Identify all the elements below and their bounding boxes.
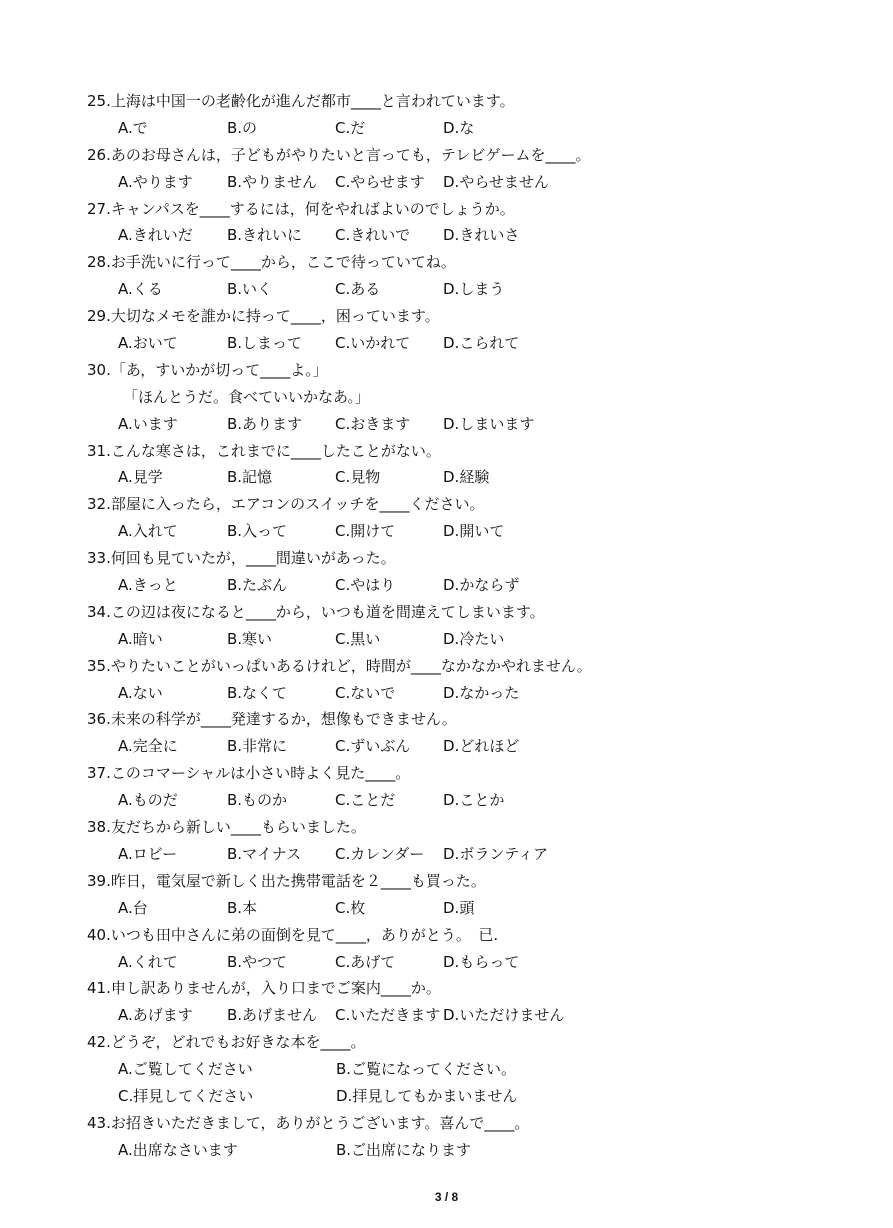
answer-option: D.どれほど xyxy=(443,737,520,756)
answer-option: D.ボランティア xyxy=(443,844,549,863)
answer-option: B.入って xyxy=(227,522,288,541)
answer-option: B.やつて xyxy=(227,952,288,971)
option-row xyxy=(87,411,867,438)
question-stem: 39.昨日，電気屋で新しく出た携帯電話を２____も買った。 xyxy=(87,871,486,890)
question-stem: 36.未来の科学が____発達するか，想像もできません。 xyxy=(87,710,457,729)
answer-option: A.見学 xyxy=(118,468,163,487)
option-row xyxy=(87,626,867,653)
question-stem: 37.このコマーシャルは小さい時よく見た____。 xyxy=(87,764,411,783)
answer-option: A.ない xyxy=(118,683,163,702)
option-row xyxy=(87,276,867,303)
answer-option: A.ものだ xyxy=(118,791,178,810)
option-row xyxy=(87,1137,867,1164)
question-stem: 30.「あ，すいかが切って____よ。」 xyxy=(87,360,328,379)
answer-option: B.マイナス xyxy=(227,844,302,863)
option-row xyxy=(87,895,867,922)
question-list xyxy=(87,88,867,1164)
answer-option: A.やります xyxy=(118,172,193,191)
question-sub-line: 「ほんとうだ。食べていいかなあ。」 xyxy=(123,387,370,406)
answer-option: B.ご出席になります xyxy=(336,1140,472,1159)
answer-option: A.あげます xyxy=(118,1006,193,1025)
option-row xyxy=(87,841,867,868)
option-row xyxy=(87,169,867,196)
question-stem: 31.こんな寒さは，これまでに____したことがない。 xyxy=(87,441,441,460)
question-stem: 43.お招きいただきまして，ありがとうございます。喜んで____。 xyxy=(87,1113,530,1132)
answer-option: C.ずいぶん xyxy=(335,737,411,756)
answer-option: B.ものか xyxy=(227,791,288,810)
answer-option: D.きれいさ xyxy=(443,226,520,245)
option-row xyxy=(87,680,867,707)
answer-option: C.拝見してください xyxy=(118,1086,254,1105)
answer-option: A.きっと xyxy=(118,576,178,595)
answer-option: D.経験 xyxy=(443,468,490,487)
answer-option: C.やらせます xyxy=(335,172,425,191)
answer-option: C.カレンダー xyxy=(335,844,425,863)
answer-option: C.枚 xyxy=(335,898,366,917)
question-stem: 27.キャンパスを____するには，何をやればよいのでしょうか。 xyxy=(87,199,515,218)
answer-option: C.ある xyxy=(335,280,381,299)
answer-option: B.きれいに xyxy=(227,226,303,245)
answer-option: B.いく xyxy=(227,280,273,299)
option-row xyxy=(87,733,867,760)
answer-option: A.ご覧してください xyxy=(118,1060,253,1079)
question-stem: 42.どうぞ，どれでもお好きな本を____。 xyxy=(87,1033,366,1052)
answer-option: A.おいて xyxy=(118,334,178,353)
option-row xyxy=(87,222,867,249)
question-stem: 41.申し訳ありませんが，入り口までご案内____か。 xyxy=(87,979,441,998)
answer-option: C.おきます xyxy=(335,414,411,433)
answer-option: A.くる xyxy=(118,280,163,299)
answer-option: A.きれいだ xyxy=(118,226,193,245)
answer-option: D.かならず xyxy=(443,576,520,595)
answer-option: D.いただけません xyxy=(443,1006,565,1025)
answer-option: D.やらせません xyxy=(443,172,549,191)
answer-option: B.記憶 xyxy=(227,468,273,487)
page-number: 3 / 8 xyxy=(434,1190,459,1204)
answer-option: C.いただきます xyxy=(335,1006,441,1025)
answer-option: B.なくて xyxy=(227,683,288,702)
answer-option: B.寒い xyxy=(227,629,273,648)
answer-option: C.あげて xyxy=(335,952,396,971)
answer-option: A.ロビー xyxy=(118,844,178,863)
answer-option: D.拝見してもかまいません xyxy=(336,1086,518,1105)
answer-option: A.くれて xyxy=(118,952,178,971)
answer-option: D.な xyxy=(443,118,475,137)
answer-option: A.います xyxy=(118,414,178,433)
answer-option: A.暗い xyxy=(118,629,163,648)
option-row xyxy=(87,1002,867,1029)
question-stem: 34.この辺は夜になると____から，いつも道を間違えてしまいます。 xyxy=(87,602,545,621)
question-stem: 26.あのお母さんは，子どもがやりたいと言っても，テレビゲームを____。 xyxy=(87,145,591,164)
option-row xyxy=(87,115,867,142)
answer-option: D.しまいます xyxy=(443,414,535,433)
answer-option: A.台 xyxy=(118,898,148,917)
question-stem: 28.お手洗いに行って____から，ここで待っていてね。 xyxy=(87,253,456,272)
question-stem: 25.上海は中国一の老齢化が進んだ都市____と言われています。 xyxy=(87,92,515,110)
question-stem: 40.いつも田中さんに弟の面倒を見て____，ありがとう。 已. xyxy=(87,925,499,944)
answer-option: B.ご覧になってください。 xyxy=(336,1060,517,1079)
answer-option: D.しまう xyxy=(443,280,505,299)
question-stem: 32.部屋に入ったら，エアコンのスイッチを____ください。 xyxy=(87,495,485,514)
answer-option: D.こられて xyxy=(443,334,520,353)
answer-option: C.ないで xyxy=(335,683,396,702)
option-row xyxy=(87,1083,867,1110)
answer-option: C.開けて xyxy=(335,522,396,541)
option-row xyxy=(87,330,867,357)
question-stem: 33.何回も見ていたが，____間違いがあった。 xyxy=(87,549,396,568)
option-row xyxy=(87,787,867,814)
question-stem: 35.やりたいことがいっぱいあるけれど，時間が____なかなかやれません。 xyxy=(87,656,592,675)
answer-option: B.たぶん xyxy=(227,576,288,595)
option-row xyxy=(87,518,867,545)
answer-option: B.本 xyxy=(227,898,258,917)
answer-option: B.の xyxy=(227,118,258,137)
answer-option: C.やはり xyxy=(335,576,396,595)
answer-option: D.もらって xyxy=(443,952,520,971)
option-row xyxy=(87,1056,867,1083)
answer-option: B.あげません xyxy=(227,1006,318,1025)
answer-option: D.ことか xyxy=(443,791,505,810)
answer-option: C.いかれて xyxy=(335,334,411,353)
answer-option: B.しまって xyxy=(227,334,303,353)
answer-option: D.なかった xyxy=(443,683,520,702)
question-stem: 29.大切なメモを誰かに持って____，困っています。 xyxy=(87,307,440,326)
option-row xyxy=(87,572,867,599)
option-row xyxy=(87,464,867,491)
answer-option: B.非常に xyxy=(227,737,288,756)
answer-option: A.完全に xyxy=(118,737,178,756)
answer-option: D.開いて xyxy=(443,522,505,541)
answer-option: A.出席なさいます xyxy=(118,1140,238,1159)
answer-option: B.やりません xyxy=(227,172,318,191)
answer-option: C.きれいで xyxy=(335,226,411,245)
answer-option: A.で xyxy=(118,118,148,137)
answer-option: C.見物 xyxy=(335,468,381,487)
option-row xyxy=(87,949,867,976)
answer-option: C.ことだ xyxy=(335,791,396,810)
answer-option: D.頭 xyxy=(443,898,475,917)
answer-option: A.入れて xyxy=(118,522,178,541)
answer-option: B.あります xyxy=(227,414,303,433)
answer-option: C.黒い xyxy=(335,629,381,648)
answer-option: D.冷たい xyxy=(443,629,505,648)
question-stem: 38.友だちから新しい____もらいました。 xyxy=(87,818,366,837)
answer-option: C.だ xyxy=(335,118,366,137)
